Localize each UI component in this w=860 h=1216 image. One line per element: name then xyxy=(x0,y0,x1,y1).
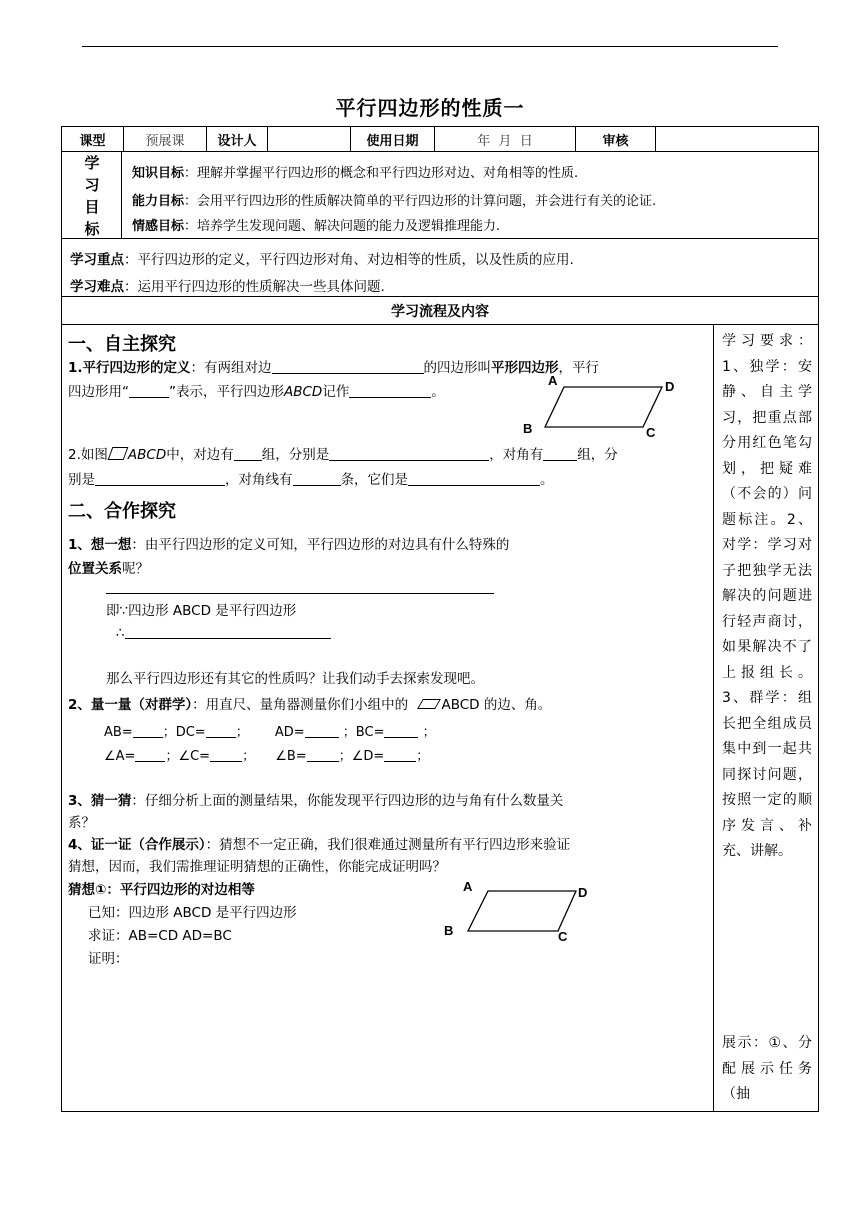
answer-blank[interactable] xyxy=(349,383,431,398)
answer-blank[interactable] xyxy=(125,624,331,639)
process-header: 学习流程及内容 xyxy=(391,303,489,320)
q2-line2 xyxy=(68,468,554,488)
q1-abcd: ABCD xyxy=(284,384,323,400)
q1-label: 1.平行四边形的定义 xyxy=(68,360,191,376)
q2-text: ，对角有 xyxy=(489,447,544,463)
knowledge-goal xyxy=(132,162,578,181)
parallelogram-symbol-icon xyxy=(108,447,129,460)
guess-line2: 系？ xyxy=(68,815,95,831)
measure-sides xyxy=(104,721,436,740)
parallelogram-shape xyxy=(468,891,576,931)
ability-goal xyxy=(132,190,656,209)
review-value xyxy=(656,127,818,151)
goals-label-char: 标 xyxy=(84,220,100,238)
answer-blank[interactable] xyxy=(329,446,489,461)
emotion-goal xyxy=(132,215,500,234)
think-label: 1、想一想 xyxy=(68,537,132,553)
answer-blank[interactable] xyxy=(234,446,262,461)
prove-goal-line: 求证：AB=CD AD=BC xyxy=(88,928,232,944)
difficulty-point xyxy=(70,275,385,295)
q2-text: 条，它们是 xyxy=(340,472,408,488)
answer-blank[interactable] xyxy=(206,723,236,738)
designer-label: 设计人 xyxy=(207,127,268,151)
answer-blank[interactable] xyxy=(543,446,577,461)
answer-blank[interactable] xyxy=(133,723,163,738)
ability-goal-text: ：会用平行四边形的性质解决简单的平行四边形的计算问题，并会进行有关的论证. xyxy=(184,194,657,209)
vertex-label-c: C xyxy=(558,929,568,944)
think-line2 xyxy=(68,557,149,577)
vertex-label-d: D xyxy=(665,379,675,394)
answer-blank[interactable] xyxy=(305,723,339,738)
parallelogram-figure-2 xyxy=(438,879,598,945)
q1-text: 记作 xyxy=(322,384,350,400)
key-point xyxy=(70,248,574,268)
emotion-goal-text: ：培养学生发现问题、解决问题的能力及逻辑推理能力. xyxy=(184,219,501,234)
therefore-line xyxy=(116,624,331,641)
answer-line[interactable] xyxy=(106,593,494,594)
measure-angles xyxy=(104,745,429,764)
parallelogram-symbol-icon xyxy=(418,699,442,709)
measure-line xyxy=(68,693,551,713)
q2-text: 别是 xyxy=(68,472,95,488)
review-label: 审核 xyxy=(576,127,656,151)
process-header-row xyxy=(62,297,818,325)
measure-item: ∠B= xyxy=(275,749,307,764)
info-row xyxy=(62,127,818,152)
measure-item: ； xyxy=(235,725,249,740)
prove-text: ：猜想不一定正确，我们很难通过测量所有平行四边形来验证 xyxy=(205,837,571,853)
answer-blank[interactable] xyxy=(384,723,418,738)
parallelogram-figure-1 xyxy=(517,371,687,439)
header-rule xyxy=(82,46,778,47)
measure-item: ；∠D= xyxy=(338,749,385,764)
proof-line: 证明： xyxy=(88,951,129,967)
answer-blank[interactable] xyxy=(272,359,424,374)
section2-heading: 二、合作探究 xyxy=(68,501,176,522)
guess-line1 xyxy=(68,789,563,809)
measure-item: ；∠C= xyxy=(165,749,211,764)
q2-abcd: ABCD xyxy=(127,447,167,463)
q2-text: 组，分别是 xyxy=(261,447,330,463)
difficulty-point-label: 学习难点 xyxy=(70,279,124,295)
goals-row xyxy=(62,152,818,239)
measure-item: AD= xyxy=(274,725,305,740)
course-type-value: 预展课 xyxy=(124,127,207,151)
measure-item: ； xyxy=(242,749,256,764)
measure-item: ∠A= xyxy=(104,749,136,764)
other-properties: 那么平行四边形还有其它的性质吗？让我们动手去探索发现吧。 xyxy=(106,671,484,687)
q1-line2 xyxy=(68,380,445,400)
vertex-label-c: C xyxy=(646,425,656,439)
q2-text: 。 xyxy=(540,472,554,488)
q1-text: 。 xyxy=(431,384,445,400)
vertex-label-a: A xyxy=(463,879,473,894)
q1-text: 四边形用“ xyxy=(68,384,129,400)
q1-text: ”表示，平行四边形 xyxy=(169,384,284,400)
date-value: 年 月 日 xyxy=(435,127,576,151)
section1-heading: 一、自主探究 xyxy=(68,334,176,355)
emotion-goal-label: 情感目标 xyxy=(132,219,185,234)
goals-label-char: 学 xyxy=(84,154,100,172)
answer-blank[interactable] xyxy=(135,747,165,762)
measure-label: 2、量一量（对群学） xyxy=(68,697,193,713)
goals-label-char: 目 xyxy=(84,198,100,216)
q1-text: ，平行 xyxy=(558,360,600,376)
vertex-label-d: D xyxy=(578,885,588,900)
measure-item: ；DC= xyxy=(162,725,206,740)
measure-item: ； xyxy=(416,749,430,764)
answer-blank[interactable] xyxy=(384,747,416,762)
answer-blank[interactable] xyxy=(307,747,339,762)
measure-item: ；BC= xyxy=(342,725,385,740)
answer-blank[interactable] xyxy=(408,471,540,486)
answer-blank[interactable] xyxy=(210,747,242,762)
focus-row xyxy=(62,239,818,297)
think-term: 位置关系 xyxy=(68,561,122,577)
measure-text: ABCD 的边、角。 xyxy=(441,697,552,713)
vertex-label-b: B xyxy=(523,421,533,436)
course-type-label: 课型 xyxy=(62,127,124,151)
think-line1 xyxy=(68,533,509,553)
measure-item: ； xyxy=(422,725,436,740)
ability-goal-label: 能力目标 xyxy=(132,194,185,209)
goals-label xyxy=(62,152,122,238)
lesson-table xyxy=(61,126,819,1112)
prove-label: 4、证一证（合作展示） xyxy=(68,837,206,853)
vertex-label-a: A xyxy=(548,373,558,388)
requirements-text: 学习要求：1、独学：安静、自主学习，把重点部分用红色笔勾划，把疑难（不会的）问题标注。2、对学：学习对子把独学无法解决的问题进行轻声商讨，如果解决不了上报组长。3、群学：组长把全组成员集中到一起共同探讨问题，按照一定的顺序发言、补充、讲解。 xyxy=(722,333,812,859)
think-text: 呢？ xyxy=(122,561,149,577)
guess-label: 3、猜一猜 xyxy=(68,793,132,809)
goals-label-char: 习 xyxy=(84,176,100,194)
sidebar-requirements xyxy=(713,325,818,1111)
answer-blank[interactable] xyxy=(129,383,169,398)
date-label: 使用日期 xyxy=(351,127,435,151)
q2-line1 xyxy=(68,443,618,463)
answer-blank[interactable] xyxy=(293,471,341,486)
think-text: ：由平行四边形的定义可知，平行四边形的对边具有什么特殊的 xyxy=(131,537,510,553)
difficulty-point-text: ：运用平行四边形的性质解决一些具体问题. xyxy=(124,279,385,295)
measure-text: ：用直尺、量角器测量你们小组中的 xyxy=(192,697,409,713)
answer-blank[interactable] xyxy=(95,471,225,486)
q1-text: 的四边形叫 xyxy=(423,360,492,376)
known-line: 已知：四边形 ABCD 是平行四边形 xyxy=(88,905,297,921)
vertex-label-b: B xyxy=(444,923,454,938)
key-point-label: 学习重点 xyxy=(70,252,124,268)
q1-term: 平形四边形 xyxy=(491,360,559,376)
display-text: 展示：①、分配展示任务（抽 xyxy=(722,1035,812,1102)
therefore-symbol: ∴ xyxy=(116,625,125,641)
designer-value xyxy=(268,127,351,151)
conjecture-label: 猜想①：平行四边形的对边相等 xyxy=(68,882,255,898)
knowledge-goal-label: 知识目标 xyxy=(132,166,185,181)
parallelogram-shape xyxy=(545,387,662,427)
q1-text: ：有两组对边 xyxy=(190,360,272,376)
q2-text: 组，分 xyxy=(577,447,618,463)
prove-line1 xyxy=(68,833,570,853)
q2-text: 中，对边有 xyxy=(166,447,234,463)
knowledge-goal-text: ：理解并掌握平行四边形的概念和平行四边形对边、对角相等的性质. xyxy=(184,166,579,181)
page-title: 平行四边形的性质一 xyxy=(335,96,525,120)
q2-text: ，对角线有 xyxy=(225,472,293,488)
key-point-text: ：平行四边形的定义，平行四边形对角、对边相等的性质，以及性质的应用. xyxy=(124,252,574,268)
measure-item: AB= xyxy=(104,725,133,740)
since-line: 即∵四边形 ABCD 是平行四边形 xyxy=(106,603,297,619)
prove-line2: 猜想，因而，我们需推理证明猜想的正确性，你能完成证明吗？ xyxy=(68,859,446,875)
q2-text: 2.如图 xyxy=(68,447,108,463)
guess-text: ：仔细分析上面的测量结果，你能发现平行四边形的边与角有什么数量关 xyxy=(131,793,564,809)
